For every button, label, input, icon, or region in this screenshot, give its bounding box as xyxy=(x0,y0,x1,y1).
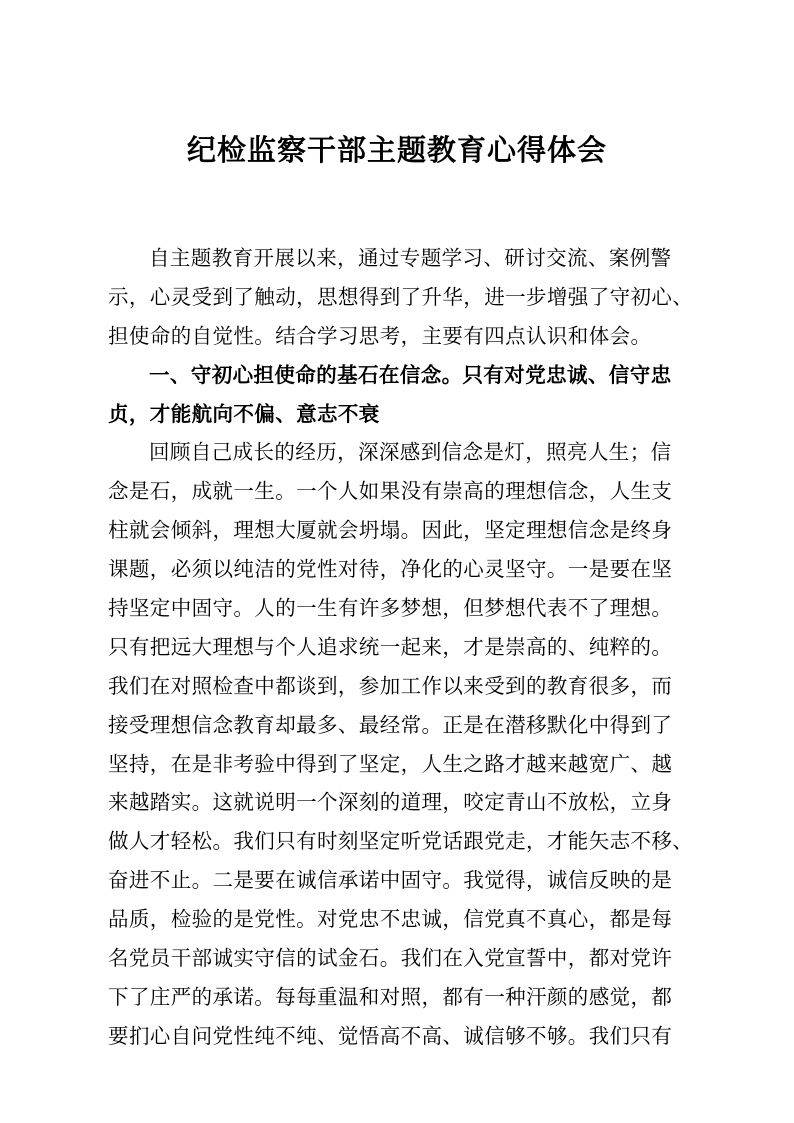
section-heading-line: 一、守初心担使命的基石在信念。只有对党忠诚、信守忠 xyxy=(149,362,672,387)
paragraph-line: 名党员干部诚实守信的试金石。我们在入党宣誓中，都对党许 xyxy=(108,946,673,971)
paragraph-line: 接受理想信念教育却最多、最经常。正是在潜移默化中得到了 xyxy=(108,712,673,737)
paragraph-line: 要扪心自问党性纯不纯、觉悟高不高、诚信够不够。我们只有 xyxy=(108,1023,673,1048)
paragraph-line: 来越踏实。这就说明一个深刻的道理，咬定青山不放松，立身 xyxy=(108,790,673,815)
document-title: 纪检监察干部主题教育心得体会 xyxy=(186,133,607,167)
document-body xyxy=(108,239,694,1056)
paragraph-line: 下了庄严的承诺。每每重温和对照，都有一种汗颜的感觉，都 xyxy=(108,984,673,1009)
paragraph-line: 自主题教育开展以来，通过专题学习、研讨交流、案例警 xyxy=(149,246,672,270)
section-heading-line: 贞，才能航向不偏、意志不衰 xyxy=(108,401,380,426)
paragraph-line: 持坚定中固守。人的一生有许多梦想，但梦想代表不了理想。 xyxy=(108,596,673,621)
paragraph-line: 担使命的自觉性。结合学习思考，主要有四点认识和体会。 xyxy=(108,323,652,348)
paragraph-line: 念是石，成就一生。一个人如果没有崇高的理想信念，人生支 xyxy=(108,479,673,504)
paragraph-line: 坚持，在是非考验中得到了坚定，人生之路才越来越宽广、越 xyxy=(108,751,673,776)
paragraph-line: 示，心灵受到了触动，思想得到了升华，进一步增强了守初心、 xyxy=(108,284,694,309)
paragraph-line: 奋进不止。二是要在诚信承诺中固守。我觉得，诚信反映的是 xyxy=(108,868,673,893)
paragraph-line: 品质，检验的是党性。对党忠不忠诚，信党真不真心，都是每 xyxy=(108,907,673,932)
paragraph-line: 课题，必须以纯洁的党性对待，净化的心灵坚守。一是要在坚 xyxy=(108,557,673,582)
paragraph-line: 只有把远大理想与个人追求统一起来，才是崇高的、纯粹的。 xyxy=(108,634,673,659)
paragraph-line: 做人才轻松。我们只有时刻坚定听党话跟党走，才能矢志不移、 xyxy=(108,829,694,854)
paragraph-line: 柱就会倾斜，理想大厦就会坍塌。因此，坚定理想信念是终身 xyxy=(108,518,673,543)
paragraph-line: 我们在对照检查中都谈到，参加工作以来受到的教育很多，而 xyxy=(108,673,673,698)
paragraph-line: 回顾自己成长的经历，深深感到信念是灯，照亮人生；信 xyxy=(149,440,672,465)
